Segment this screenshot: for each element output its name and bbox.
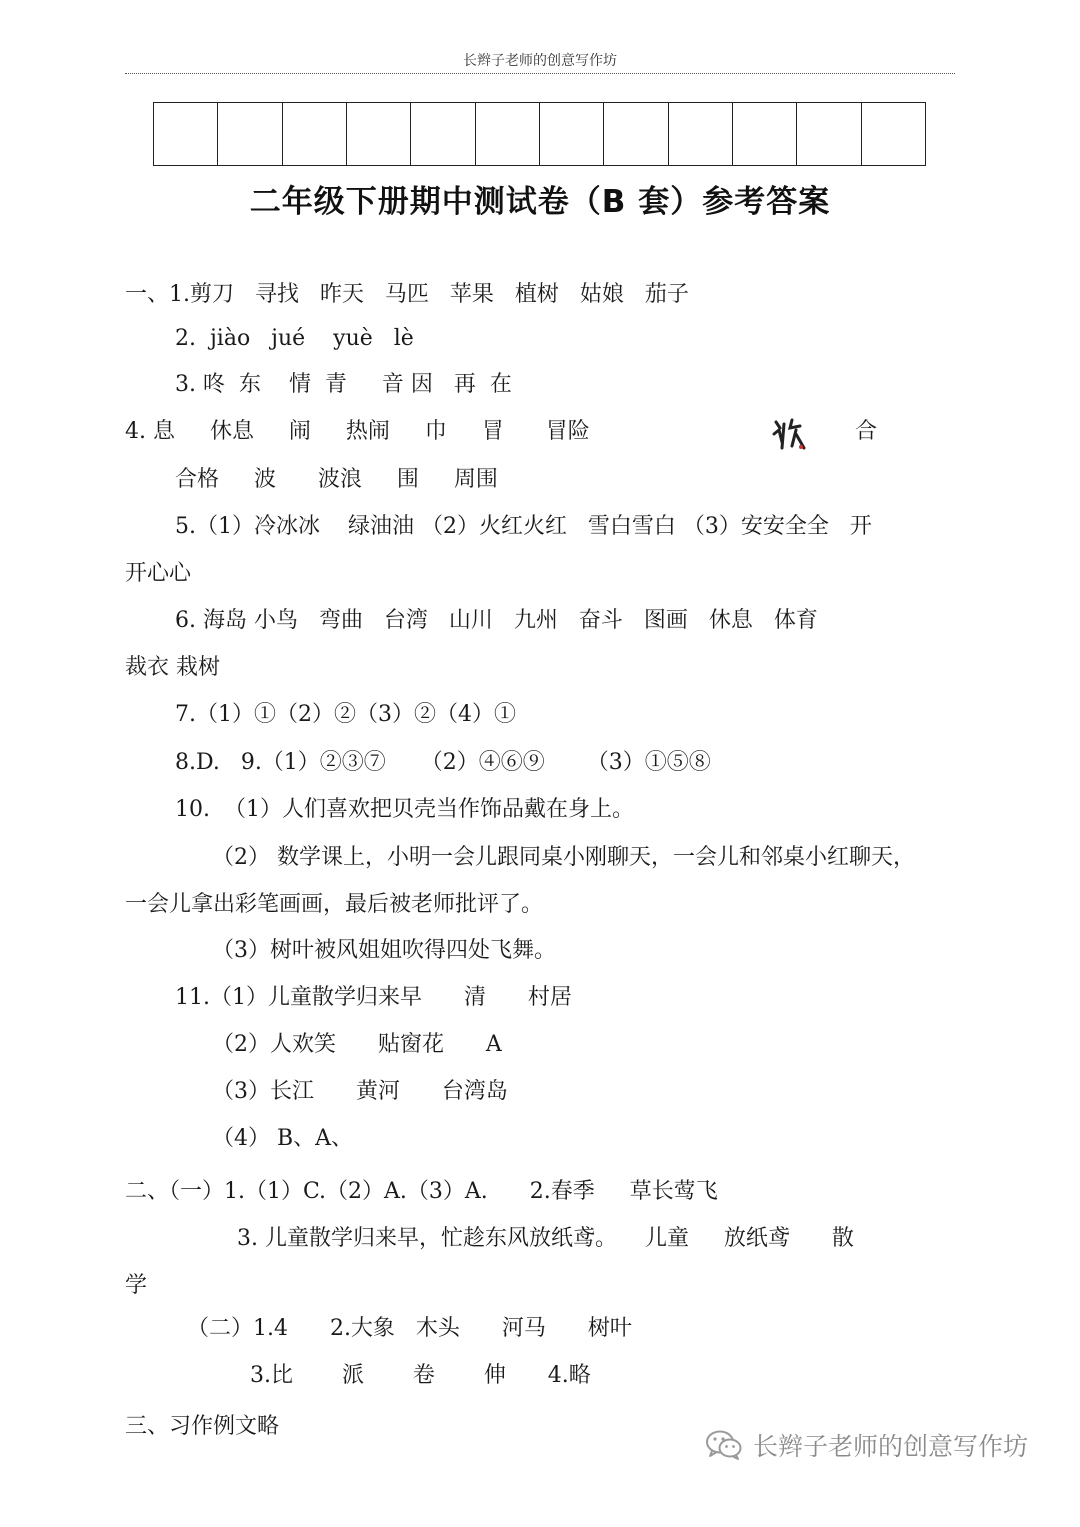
answer-line: 7.（1）①（2）②（3）②（4）① (175, 702, 516, 727)
name-box-cell (476, 103, 540, 165)
name-box-cell (154, 103, 218, 165)
page-title: 二年级下册期中测试卷（B 套）参考答案 (249, 184, 831, 220)
answer-line: 3. 儿童散学归来早，忙趁东风放纸鸢。 儿童 放纸鸢 散 (237, 1226, 854, 1251)
header-rule (125, 73, 955, 74)
name-box-grid (153, 102, 926, 166)
name-box-cell (797, 103, 861, 165)
name-box-cell (862, 103, 925, 165)
answer-line: 5.（1）冷冰冰 绿油油 （2）火红火红 雪白雪白 （3）安安全全 开 (175, 514, 872, 539)
name-box-cell (669, 103, 733, 165)
answer-line: （4） B、A、 (212, 1126, 354, 1151)
answer-line: 3.比 派 卷 伸 4.略 (250, 1363, 591, 1388)
name-box-cell (218, 103, 282, 165)
watermark-text: 长辫子老师的创意写作坊 (753, 1432, 1029, 1461)
answer-line: （2） 数学课上，小明一会儿跟同桌小刚聊天，一会儿和邻桌小红聊天， (212, 845, 915, 870)
name-box-cell (347, 103, 411, 165)
answer-line: 6. 海岛 小鸟 弯曲 台湾 山川 九州 奋斗 图画 休息 体育 (175, 608, 818, 633)
answer-line: 二、（一）1.（1）C.（2）A.（3）A. 2.春季 草长莺飞 (125, 1179, 718, 1204)
answer-line: 开心心 (125, 561, 192, 586)
answer-line: 合格 波 波浪 围 周围 (175, 467, 498, 492)
name-box-cell (540, 103, 604, 165)
name-box-cell (283, 103, 347, 165)
handwritten-character-image (770, 414, 810, 454)
watermark (705, 1425, 1028, 1465)
page-header: 长辫子老师的创意写作坊 (463, 53, 617, 69)
answer-line: （2）人欢笑 贴窗花 A (212, 1032, 502, 1057)
answer-line: 11.（1）儿童散学归来早 清 村居 (175, 985, 572, 1010)
answer-line: 3. 咚 东 情 青 音 因 再 在 (175, 372, 512, 397)
answer-line: （3）长江 黄河 台湾岛 (212, 1079, 508, 1104)
answer-line: 10. （1）人们喜欢把贝壳当作饰品戴在身上。 (175, 797, 634, 822)
answer-line: 一会儿拿出彩笔画画，最后被老师批评了。 (125, 892, 544, 917)
name-box-cell (411, 103, 475, 165)
answer-line: 合 (855, 419, 878, 444)
answer-line: 学 (125, 1273, 148, 1298)
answer-line: 8.D. 9.（1）②③⑦ （2）④⑥⑨ （3）①⑤⑧ (175, 750, 711, 775)
wechat-icon (705, 1429, 743, 1461)
answer-line: （二）1.4 2.大象 木头 河马 树叶 (187, 1316, 632, 1341)
answer-line: 一、1.剪刀 寻找 昨天 马匹 苹果 植树 姑娘 茄子 (125, 282, 689, 307)
answer-line: （3）树叶被风姐姐吹得四处飞舞。 (212, 938, 556, 963)
answer-line: 三、习作例文略 (125, 1414, 280, 1439)
answer-line: 2. jiào jué yuè lè (175, 326, 414, 351)
answer-line: 4. 息 休息 闹 热闹 巾 冒 冒险 (125, 419, 590, 444)
name-box-cell (604, 103, 668, 165)
name-box-cell (733, 103, 797, 165)
answer-line: 裁衣 栽树 (125, 655, 220, 680)
